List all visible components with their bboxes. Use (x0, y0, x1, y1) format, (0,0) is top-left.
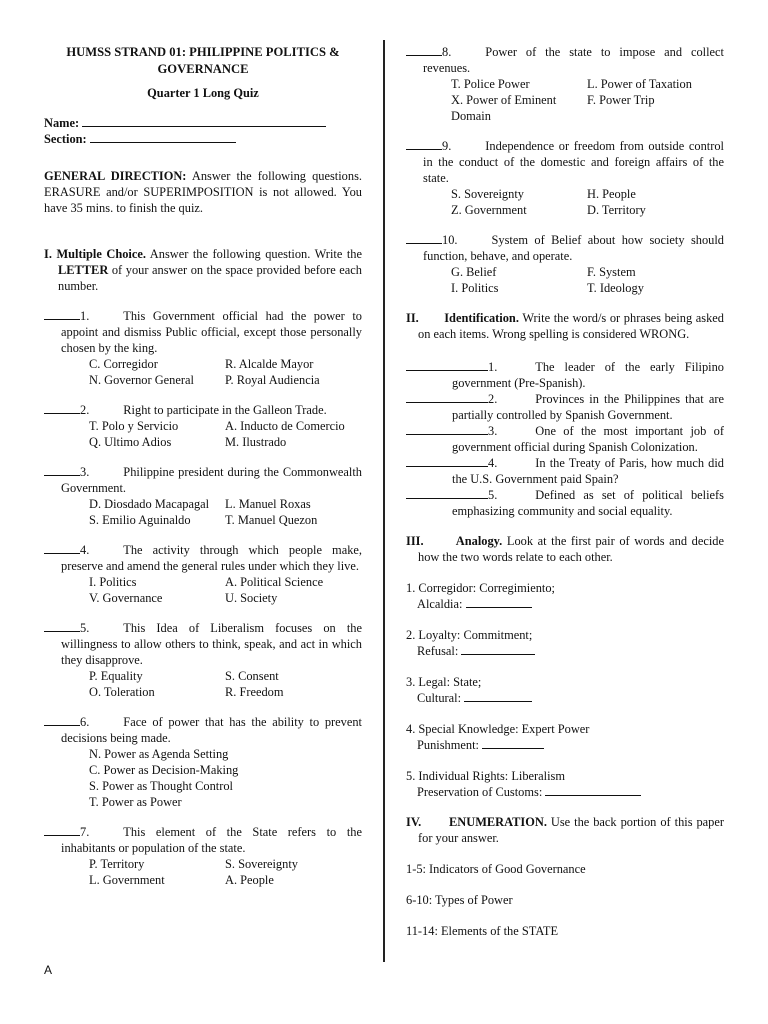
identification-number: II. (406, 311, 419, 325)
question-number: 5. (80, 621, 90, 635)
answer-blank[interactable] (406, 149, 442, 150)
analogy-term: Alcaldia: (417, 597, 463, 611)
mc-instructions (44, 246, 362, 294)
answer-blank[interactable] (44, 631, 80, 632)
question-number: 4. (80, 543, 90, 557)
enumeration-item: 11-14: Elements of the STATE (406, 924, 559, 938)
item-number: 4. (488, 456, 498, 470)
mc-question (406, 232, 724, 296)
analogy-item (406, 768, 724, 800)
mc-question (44, 824, 362, 888)
analogy-term: Punishment: (417, 738, 479, 752)
enumeration-instr: Use the back portion of this paper for your answer. (418, 815, 725, 845)
identification-heading: Identification. (444, 311, 519, 325)
footer-letter: A (44, 963, 53, 977)
mc-option: D. Diosdado Macapagal (89, 497, 210, 511)
mc-option: H. People (587, 187, 636, 201)
mc-options (406, 186, 724, 218)
question-number: 3. (80, 465, 90, 479)
question-number: 6. (80, 715, 90, 729)
mc-option: S. Sovereignty (225, 857, 298, 871)
answer-blank[interactable] (406, 434, 488, 435)
question-text: System of Belief about how society should function, behave, and operate. (423, 233, 724, 263)
mc-question-stem (44, 542, 362, 574)
answer-blank[interactable] (406, 466, 488, 467)
analogy-pair: 1. Corregidor: Corregimiento; (406, 581, 556, 595)
identification-item (406, 455, 724, 487)
mc-question (44, 714, 362, 810)
question-text: Right to participate in the Galleon Trade. (123, 403, 327, 417)
mc-option: S. Consent (225, 669, 279, 683)
mc-option: S. Sovereignty (451, 187, 524, 201)
answer-blank[interactable] (44, 319, 80, 320)
mc-option: F. System (587, 265, 636, 279)
mc-questions-right (406, 44, 724, 296)
question-text: This Idea of Liberalism focuses on the willingness to allow others to think, speak, and act in which they disapprove. (61, 621, 362, 667)
mc-options (406, 264, 724, 296)
mc-option: O. Toleration (89, 685, 155, 699)
column-divider (383, 40, 385, 962)
mc-option: A. Inducto de Comercio (225, 419, 345, 433)
analogy-item (406, 674, 724, 706)
answer-blank[interactable] (44, 475, 80, 476)
mc-question-stem (44, 308, 362, 356)
mc-question-stem (44, 620, 362, 668)
identification-instr: Write the word/s or phrases being asked on each items. Wrong spelling is considered WRONG. (418, 311, 724, 341)
mc-option: A. Political Science (225, 575, 324, 589)
section-field[interactable] (90, 142, 236, 143)
mc-instr-bold: LETTER (58, 263, 109, 277)
mc-option: N. Governor General (89, 373, 194, 387)
mc-option: F. Power Trip (587, 93, 655, 107)
answer-blank[interactable] (44, 725, 80, 726)
mc-option: X. Power of Eminent Domain (451, 93, 557, 123)
mc-option: L. Government (89, 873, 165, 887)
item-text: In the Treaty of Paris, how much did the U.S. Government paid Spain? (452, 456, 724, 486)
question-text: Power of the state to impose and collect revenues. (423, 45, 724, 75)
identification-item (406, 423, 724, 455)
answer-blank[interactable] (44, 553, 80, 554)
mc-option: C. Corregidor (89, 357, 158, 371)
mc-question-stem (44, 714, 362, 746)
mc-options (44, 668, 362, 700)
mc-question-stem (406, 44, 724, 76)
analogy-pair: 3. Legal: State; (406, 675, 482, 689)
answer-blank[interactable] (461, 654, 535, 655)
answer-blank[interactable] (545, 795, 641, 796)
mc-questions-left (44, 308, 362, 888)
analogy-prompt (406, 737, 724, 753)
enumeration-instructions (406, 814, 724, 846)
mc-options (44, 356, 362, 388)
mc-heading: I. Multiple Choice. (44, 247, 146, 261)
question-text: Face of power that has the ability to prevent decisions being made. (61, 715, 362, 745)
mc-option: T. Ideology (587, 281, 644, 295)
mc-option: G. Belief (451, 265, 497, 279)
analogy-pair: 4. Special Knowledge: Expert Power (406, 722, 590, 736)
item-text: The leader of the early Filipino government (Pre-Spanish). (452, 360, 724, 390)
quiz-title: HUMSS STRAND 01: PHILIPPINE POLITICS & GOVERNANCE (66, 45, 340, 76)
answer-blank[interactable] (44, 835, 80, 836)
enumeration-number: IV. (406, 815, 422, 829)
question-text: This element of the State refers to the inhabitants or population of the state. (61, 825, 362, 855)
mc-options (44, 574, 362, 606)
question-text: This Government official had the power to appoint and dismiss Public official, except those personally chosen by the king. (61, 309, 362, 355)
analogy-prompt (406, 784, 724, 800)
section-label: Section: (44, 132, 87, 146)
general-direction-label: GENERAL DIRECTION: (44, 169, 187, 183)
mc-option: R. Freedom (225, 685, 284, 699)
question-number: 1. (80, 309, 90, 323)
mc-question-stem (406, 232, 724, 264)
mc-question (44, 308, 362, 388)
mc-options (406, 76, 724, 124)
analogy-heading: Analogy. (455, 534, 503, 548)
enumeration-list (406, 861, 724, 939)
identification-list (406, 359, 724, 519)
mc-option: P. Territory (89, 857, 145, 871)
mc-instr-2: of your answer on the space provided before each number. (58, 263, 362, 293)
mc-question (406, 138, 724, 218)
analogy-item (406, 721, 724, 753)
right-column (406, 44, 724, 939)
mc-option: I. Politics (89, 575, 137, 589)
analogy-term: Cultural: (417, 691, 462, 705)
mc-option: A. People (225, 873, 274, 887)
question-text: The activity through which people make, preserve and amend the general rules under which they live. (61, 543, 362, 573)
mc-option: Q. Ultimo Adios (89, 435, 172, 449)
mc-question (44, 402, 362, 450)
item-text: Provinces in the Philippines that are partially controlled by Spanish Government. (452, 392, 724, 422)
mc-option: P. Equality (89, 669, 143, 683)
item-text: Defined as set of political beliefs emphasizing community and social equality. (452, 488, 724, 518)
item-number: 2. (488, 392, 498, 406)
question-text: Independence or freedom from outside control in the conduct of the domestic and foreign affairs of the state. (423, 139, 724, 185)
mc-option: S. Power as Thought Control (89, 779, 233, 793)
name-line (44, 115, 362, 131)
question-text: Philippine president during the Commonwealth Government. (61, 465, 362, 495)
mc-question (406, 44, 724, 124)
mc-options (44, 856, 362, 888)
mc-option: T. Polo y Servicio (89, 419, 179, 433)
answer-blank[interactable] (406, 498, 488, 499)
mc-question-stem (44, 824, 362, 856)
mc-option: Z. Government (451, 203, 527, 217)
name-field[interactable] (82, 126, 326, 127)
analogy-prompt (406, 596, 724, 612)
answer-blank[interactable] (406, 55, 442, 56)
mc-option: R. Alcalde Mayor (225, 357, 314, 371)
mc-instr-1: Answer the following question. Write the (145, 247, 362, 261)
mc-question (44, 542, 362, 606)
mc-question (44, 620, 362, 700)
mc-option: V. Governance (89, 591, 163, 605)
mc-option: U. Society (225, 591, 278, 605)
mc-options (44, 418, 362, 450)
item-text: One of the most important job of government official during Spanish Colonization. (452, 424, 724, 454)
mc-option: M. Ilustrado (225, 435, 287, 449)
answer-blank[interactable] (464, 701, 532, 702)
general-direction-text: Answer the following questions. ERASURE and/or SUPERIMPOSITION is not allowed. You have 35 mins. to finish the quiz. (44, 169, 362, 215)
enumeration-item: 1-5: Indicators of Good Governance (406, 862, 586, 876)
question-number: 2. (80, 403, 90, 417)
mc-option: L. Manuel Roxas (225, 497, 311, 511)
mc-option: N. Power as Agenda Setting (89, 747, 229, 761)
mc-option: P. Royal Audiencia (225, 373, 320, 387)
section-line (44, 131, 362, 147)
general-direction (44, 168, 362, 216)
analogy-term: Refusal: (417, 644, 459, 658)
item-number: 3. (488, 424, 498, 438)
identification-instructions (406, 310, 724, 342)
mc-option: L. Power of Taxation (587, 77, 692, 91)
mc-option: T. Police Power (451, 77, 530, 91)
identification-item (406, 391, 724, 423)
analogy-pair: 2. Loyalty: Commitment; (406, 628, 533, 642)
mc-question-stem (44, 464, 362, 496)
mc-question-stem (406, 138, 724, 186)
mc-option: I. Politics (451, 281, 499, 295)
analogy-prompt (406, 643, 724, 659)
analogy-instr: Look at the first pair of words and decide how the two words relate to each other. (418, 534, 724, 564)
analogy-number: III. (406, 534, 424, 548)
mc-option: T. Manuel Quezon (225, 513, 318, 527)
enumeration-item: 6-10: Types of Power (406, 893, 513, 907)
identification-item (406, 359, 724, 391)
analogy-list (406, 580, 724, 800)
analogy-item (406, 627, 724, 659)
mc-option: D. Territory (587, 203, 646, 217)
answer-blank[interactable] (406, 243, 442, 244)
quiz-subtitle: Quarter 1 Long Quiz (147, 86, 259, 100)
mc-question (44, 464, 362, 528)
answer-blank[interactable] (406, 370, 488, 371)
question-number: 10. (442, 233, 458, 247)
identification-item (406, 487, 724, 519)
answer-blank[interactable] (466, 607, 532, 608)
analogy-pair: 5. Individual Rights: Liberalism (406, 769, 565, 783)
question-number: 8. (442, 45, 452, 59)
left-column (44, 44, 362, 888)
analogy-term: Preservation of Customs: (417, 785, 543, 799)
item-number: 1. (488, 360, 498, 374)
answer-blank[interactable] (406, 402, 488, 403)
mc-option: T. Power as Power (89, 795, 182, 809)
question-number: 7. (80, 825, 90, 839)
answer-blank[interactable] (44, 413, 80, 414)
analogy-instructions (406, 533, 724, 565)
mc-question-stem (44, 402, 362, 418)
question-number: 9. (442, 139, 452, 153)
analogy-item (406, 580, 724, 612)
name-label: Name: (44, 116, 80, 130)
mc-options (44, 496, 362, 528)
analogy-prompt (406, 690, 724, 706)
answer-blank[interactable] (482, 748, 544, 749)
item-number: 5. (488, 488, 498, 502)
mc-option: C. Power as Decision-Making (89, 763, 239, 777)
mc-options (44, 746, 362, 810)
mc-option: S. Emilio Aguinaldo (89, 513, 191, 527)
enumeration-heading: ENUMERATION. (449, 815, 547, 829)
